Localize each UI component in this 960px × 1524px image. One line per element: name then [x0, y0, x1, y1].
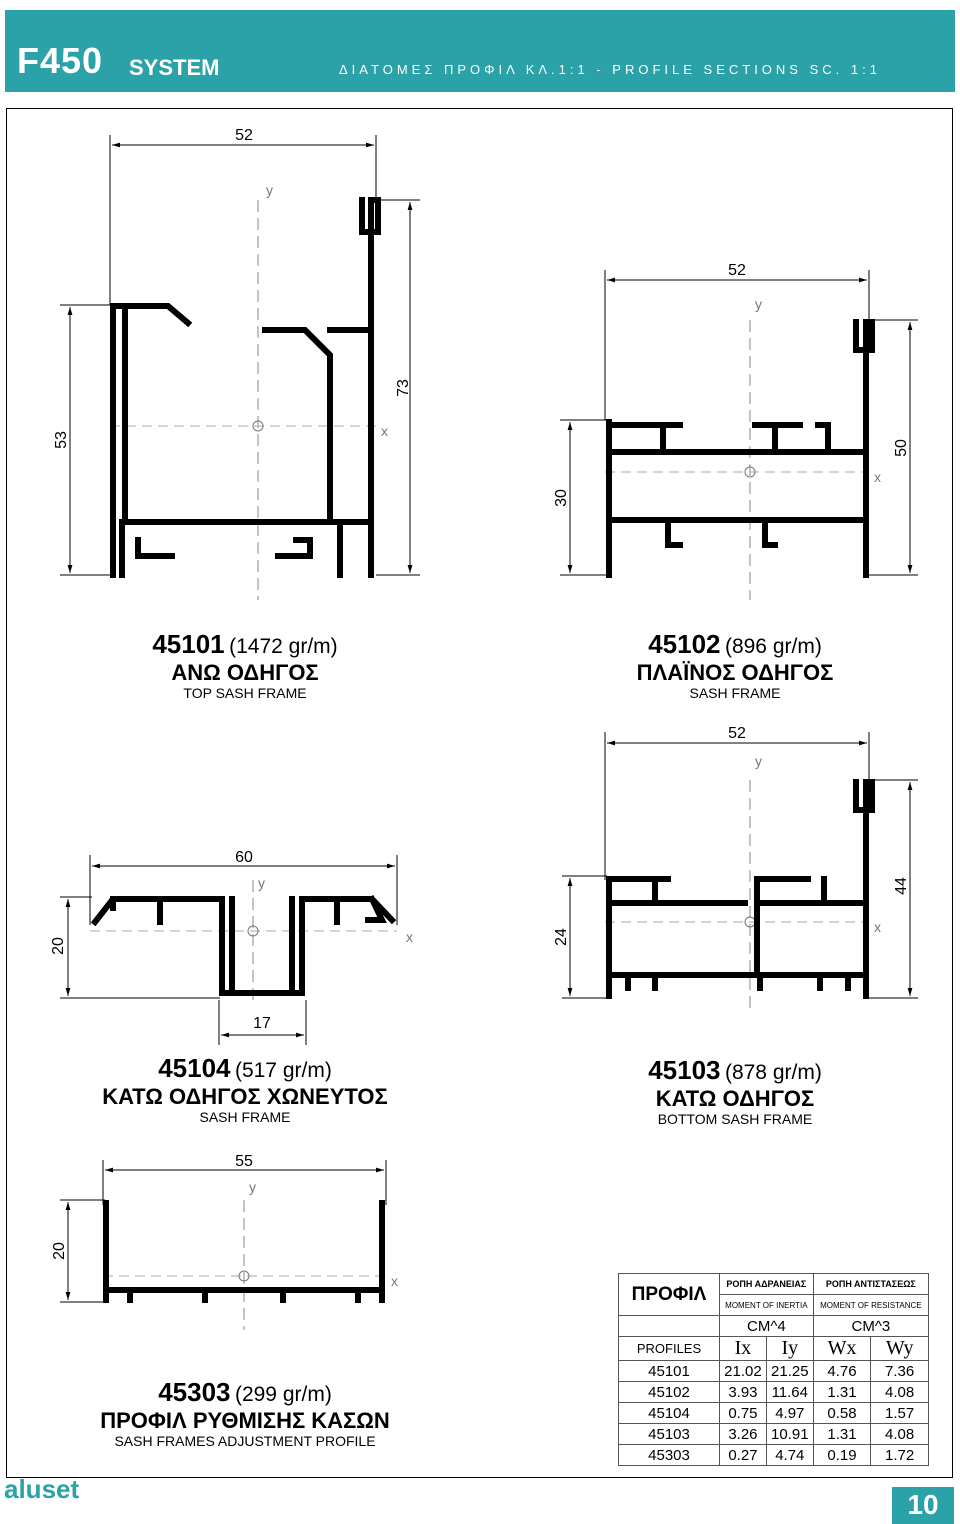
brand-logo: aluset	[4, 1474, 80, 1504]
row-ix: 0.27	[720, 1445, 767, 1466]
col-iy: Iy	[766, 1337, 813, 1361]
profile-45102-drawing	[553, 262, 918, 600]
row-profile: 45303	[619, 1445, 720, 1466]
dim-45101-right-height: 73	[395, 379, 412, 397]
dim-45101-left-height: 53	[53, 431, 70, 449]
weight-45104: (517 gr/m)	[234, 1059, 332, 1082]
axis-x-45101: x	[381, 423, 388, 439]
profile-45103-drawing	[553, 725, 918, 1010]
dim-45103-width: 52	[728, 725, 746, 742]
table-unit-resistance: CM^3	[813, 1316, 928, 1337]
axis-y-45101: y	[266, 182, 273, 198]
table-resistance-en: MOMENT OF RESISTANCE	[813, 1295, 928, 1316]
weight-45103: (878 gr/m)	[724, 1061, 822, 1084]
page-number-box	[892, 1487, 954, 1524]
table-empty-cell	[619, 1316, 720, 1337]
caption-45103	[615, 1056, 855, 1130]
table-row	[619, 1445, 929, 1466]
axis-y-45103: y	[755, 753, 762, 769]
row-wy: 1.72	[871, 1445, 929, 1466]
row-iy: 4.74	[766, 1445, 813, 1466]
name-en-45102: SASH FRAME	[689, 685, 781, 702]
row-ix: 3.93	[720, 1382, 767, 1403]
row-ix: 21.02	[720, 1361, 767, 1382]
caption-45102	[615, 630, 855, 704]
row-ix: 3.26	[720, 1424, 767, 1445]
table-row	[619, 1424, 929, 1445]
dim-45103-left-height: 24	[553, 928, 570, 946]
name-gr-45104: ΚΑΤΩ ΟΔΗΓΟΣ ΧΩΝΕΥΤΟΣ	[102, 1083, 388, 1109]
caption-45101	[130, 630, 360, 704]
weight-45303: (299 gr/m)	[234, 1383, 332, 1406]
dim-45103-right-height: 44	[893, 877, 910, 895]
dim-45102-width: 52	[728, 262, 746, 279]
axis-x-45103: x	[874, 919, 881, 935]
profile-45101-drawing	[53, 127, 420, 600]
axis-y-45102: y	[755, 296, 762, 312]
weight-45102: (896 gr/m)	[724, 635, 822, 658]
name-gr-45103: ΚΑΤΩ ΟΔΗΓΟΣ	[655, 1085, 815, 1111]
row-wx: 1.31	[813, 1382, 871, 1403]
dim-45102-right-height: 50	[893, 439, 910, 457]
table-resistance-gr: ΡΟΠΗ ΑΝΤΙΣΤΑΣΕΩΣ	[813, 1274, 928, 1295]
row-iy: 21.25	[766, 1361, 813, 1382]
profile-45303-drawing	[51, 1153, 398, 1330]
table-inertia-gr: ΡΟΠΗ ΑΔΡΑΝΕΙΑΣ	[720, 1274, 814, 1295]
name-en-45303: SASH FRAMES ADJUSTMENT PROFILE	[114, 1433, 376, 1450]
row-profile: 45103	[619, 1424, 720, 1445]
axis-x-45303: x	[391, 1273, 398, 1289]
name-gr-45102: ΠΛΑΪΝΟΣ ΟΔΗΓΟΣ	[636, 659, 834, 685]
header-subtitle: ΔΙΑΤΟΜΕΣ ΠΡΟΦΙΛ ΚΛ.1:1 - PROFILE SECTIONS SC. 1:1	[339, 62, 881, 77]
table-profil-gr: ΠΡΟΦΙΛ	[619, 1274, 720, 1316]
table-row	[619, 1403, 929, 1424]
row-ix: 0.75	[720, 1403, 767, 1424]
code-45104: 45104	[158, 1053, 231, 1083]
system-label: SYSTEM	[129, 55, 220, 80]
row-wx: 1.31	[813, 1424, 871, 1445]
dim-45104-width: 60	[235, 849, 253, 866]
row-wy: 4.08	[871, 1424, 929, 1445]
code-45303: 45303	[158, 1377, 231, 1407]
axis-x-45104: x	[406, 929, 413, 945]
name-en-45103: BOTTOM SASH FRAME	[657, 1111, 813, 1128]
name-gr-45101: ΑΝΩ ΟΔΗΓΟΣ	[171, 659, 319, 685]
row-profile: 45104	[619, 1403, 720, 1424]
row-iy: 10.91	[766, 1424, 813, 1445]
row-wx: 0.19	[813, 1445, 871, 1466]
name-en-45104: SASH FRAME	[199, 1109, 291, 1126]
code-45103: 45103	[648, 1055, 721, 1085]
caption-45303	[90, 1378, 400, 1452]
row-profile: 45102	[619, 1382, 720, 1403]
table-row	[619, 1361, 929, 1382]
row-wy: 4.08	[871, 1382, 929, 1403]
code-45102: 45102	[648, 629, 721, 659]
row-wx: 4.76	[813, 1361, 871, 1382]
weight-45101: (1472 gr/m)	[229, 635, 338, 658]
col-wy: Wy	[871, 1337, 929, 1361]
dim-45104-bottom: 17	[253, 1015, 271, 1032]
dim-45101-width: 52	[235, 127, 253, 144]
row-profile: 45101	[619, 1361, 720, 1382]
properties-table	[618, 1273, 929, 1466]
row-iy: 11.64	[766, 1382, 813, 1403]
model-title: F450	[17, 40, 104, 81]
caption-45104	[95, 1054, 395, 1128]
col-wx: Wx	[813, 1337, 871, 1361]
code-45101: 45101	[152, 629, 225, 659]
axis-y-45303: y	[249, 1179, 256, 1195]
table-unit-inertia: CM^4	[720, 1316, 814, 1337]
name-gr-45303: ΠΡΟΦΙΛ ΡΥΘΜΙΣΗΣ ΚΑΣΩΝ	[100, 1407, 390, 1433]
row-iy: 4.97	[766, 1403, 813, 1424]
profile-45104-drawing	[50, 849, 413, 1045]
page-number: 10	[907, 1489, 939, 1520]
dim-45303-left-height: 20	[51, 1242, 68, 1260]
row-wy: 7.36	[871, 1361, 929, 1382]
dim-45104-left-height: 20	[50, 937, 67, 955]
dim-45102-left-height: 30	[553, 489, 570, 507]
table-row	[619, 1382, 929, 1403]
row-wy: 1.57	[871, 1403, 929, 1424]
table-profiles-label: PROFILES	[619, 1337, 720, 1361]
row-wx: 0.58	[813, 1403, 871, 1424]
name-en-45101: TOP SASH FRAME	[183, 685, 307, 702]
col-ix: Ix	[720, 1337, 767, 1361]
axis-y-45104: y	[258, 875, 265, 891]
dim-45303-width: 55	[235, 1153, 253, 1170]
table-inertia-en: MOMENT OF INERTIA	[720, 1295, 814, 1316]
axis-x-45102: x	[874, 469, 881, 485]
